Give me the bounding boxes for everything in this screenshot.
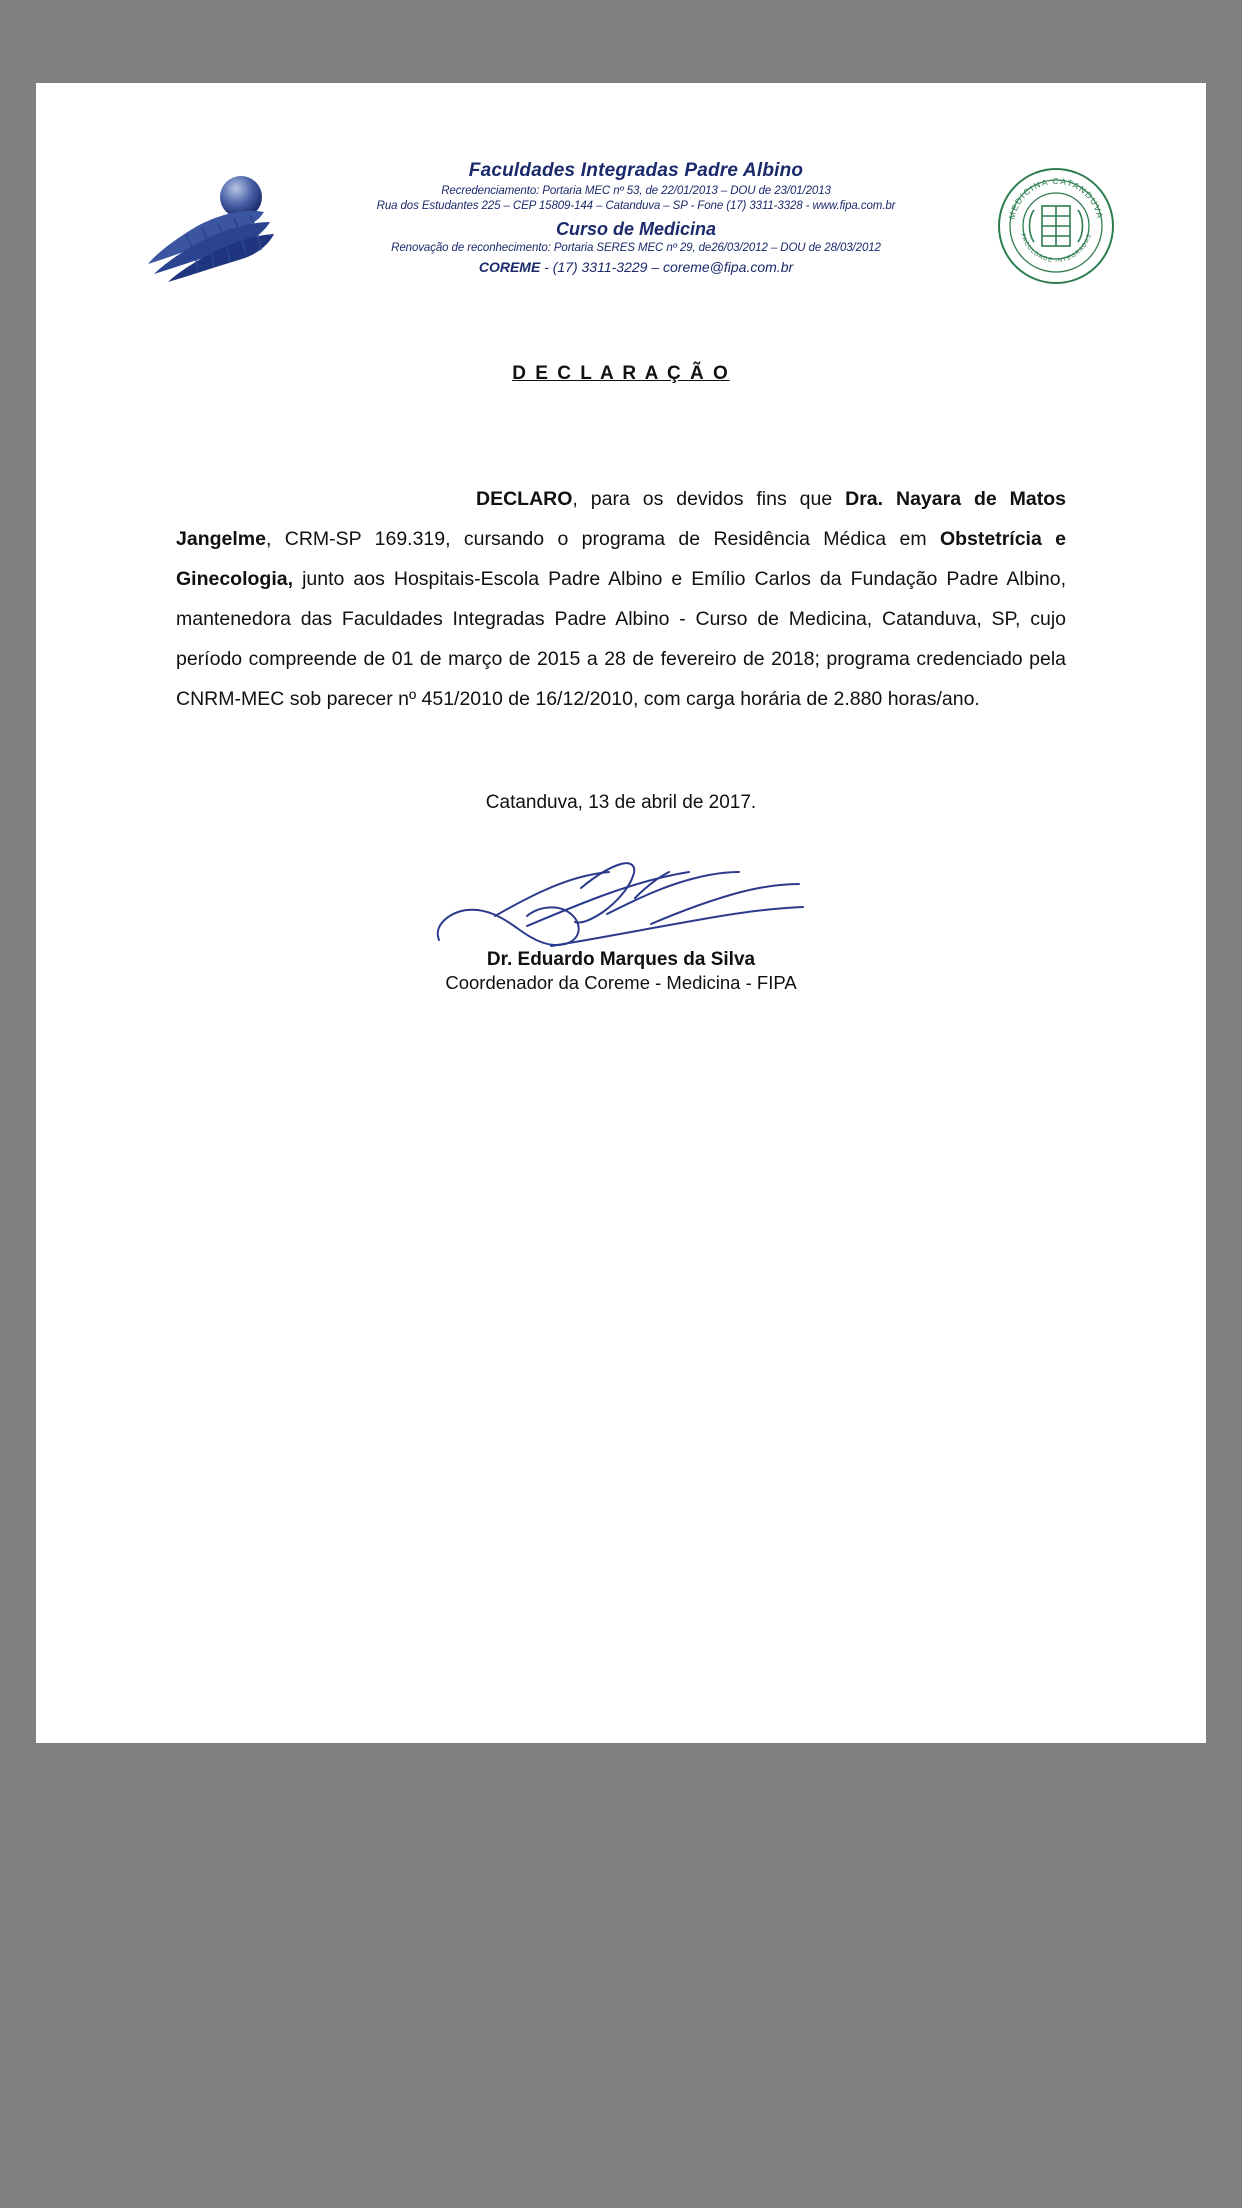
institution-name: Faculdades Integradas Padre Albino: [468, 160, 804, 181]
bird-wing-logo-icon: [146, 172, 316, 287]
address-line: Rua dos Estudantes 225 – CEP 15809-144 – Catanduva – SP - Fone (17) 3311-3328 - www.fipa.com.br: [376, 200, 896, 213]
coreme-line: [336, 258, 936, 277]
institutional-seal-icon: [996, 166, 1116, 286]
letterhead-text: [336, 158, 936, 277]
svg-text:MEDICINA CATANDUVA: MEDICINA CATANDUVA: [1006, 175, 1106, 221]
document-page: [36, 83, 1206, 1743]
body-part-2: , CRM-SP 169.319, cursando o programa de Residência Médica em: [265, 527, 940, 550]
body-part-1: , para os devidos fins que: [572, 488, 846, 510]
renewal-line: Renovação de reconhecimento: Portaria SERES MEC nº 29, de26/03/2012 – DOU de 28/03/2012: [391, 241, 881, 254]
course-name: Curso de Medicina: [555, 218, 717, 239]
place-and-date: Catanduva, 13 de abril de 2017.: [485, 791, 757, 813]
svg-text:FACULDADE INTEGRADAS: FACULDADE INTEGRADAS: [1018, 232, 1094, 265]
coreme-contact: - (17) 3311-3229 – coreme@fipa.com.br: [540, 259, 794, 276]
body-part-3: junto aos Hospitais-Escola Padre Albino e Emílio Carlos da Fundação Padre Albino, mantenedora das Faculdades Integradas Padre Albino - Curso de Medicina, Catanduva, SP, cujo período compreende de 01 de março de 2015 a 28 de fevereiro de 2018; programa credenciado pela CNRM-MEC sob parecer nº 451/2010 de 16/12/2010, com carga horária de 2.880 horas/ano.: [176, 567, 1066, 710]
declaration-body: [176, 480, 1066, 720]
accreditation-line: Recredenciamento: Portaria MEC nº 53, de 22/01/2013 – DOU de 23/01/2013: [441, 184, 831, 197]
coreme-label: COREME: [478, 259, 541, 276]
specialty-name: Obstetrícia e Ginecologia,: [176, 527, 1066, 590]
handwritten-signature-icon: [431, 854, 831, 964]
page-title-text: D E C L A R A Ç Ã O: [512, 363, 730, 384]
declaro-keyword: DECLARO: [476, 488, 573, 510]
letterhead: [36, 158, 1206, 308]
signer-role: Coordenador da Coreme - Medicina - FIPA: [445, 971, 797, 993]
signer-name: Dr. Eduardo Marques da Silva: [486, 948, 756, 970]
student-name: Dra. Nayara de Matos Jangelme: [176, 488, 1066, 550]
signature-block: [36, 854, 1206, 1014]
page-title: [36, 363, 1206, 385]
